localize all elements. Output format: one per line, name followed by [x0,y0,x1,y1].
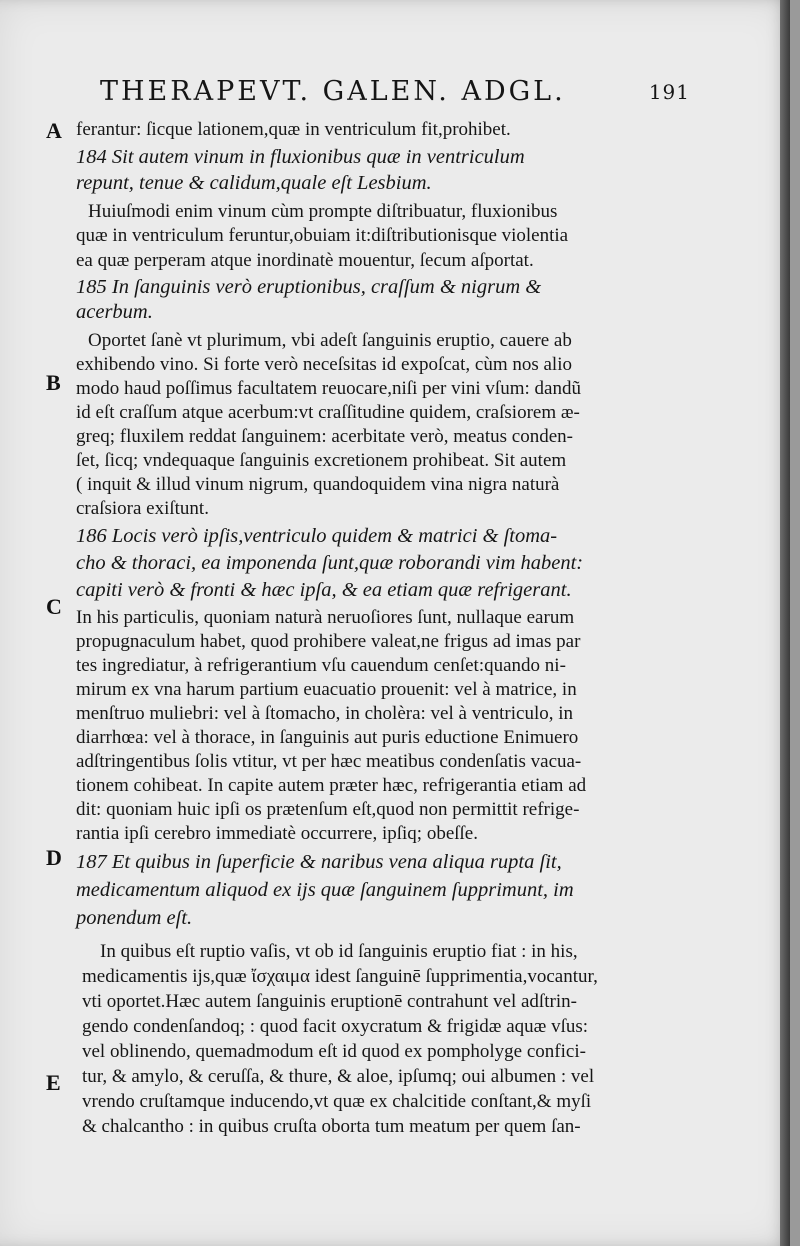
heading-line: medicamentum aliquod ex ijs quæ ſanguinem ſupprimunt, im [76,879,574,901]
margin-marker-d: D [46,845,62,870]
text-line: greq; fluxilem reddat ſanguinem: acerbitate verò, meatus conden- [76,426,573,447]
text-line: ſet, ſicq; vndequaque ſanguinis excretionem prohibeat. Sit autem [76,450,567,471]
margin-marker-a: A [46,118,62,143]
text-line: mirum ex vna harum partium euacuatio prouenit: vel à matrice, in [76,679,577,700]
text-line: quæ in ventriculum feruntur,obuiam it:diſtributionisque violentia [76,225,569,246]
running-header [100,76,690,116]
text-line: vel oblinendo, quemadmodum eſt id quod ex pompholyge confici- [82,1041,586,1062]
text-line: dit: quoniam huic ipſi os prætenſum eſt,quod non permittit refrige- [76,799,580,820]
text-line: tionem cohibeat. In capite autem præter hæc, refrigerantia etiam ad [76,775,587,796]
text-line: & chalcantho : in quibus cruſta oborta tum meatum per quem ſan- [82,1116,581,1137]
running-title: THERAPEVT. GALEN. ADGL. [100,76,566,107]
text-line: modo haud poſſimus facultatem reuocare,niſi per vini vſum: dandũ [76,378,581,399]
text-line: diarrhœa: vel à thorace, in ſanguinis aut puris eductione Enimuero [76,727,579,748]
text-line: propugnaculum habet, quod prohibere valeat,ne frigus ad imas par [76,631,581,652]
heading-line: cho & thoraci, ea imponenda ſunt,quæ roborandi vim habent: [76,552,584,574]
margin-marker-c: C [46,594,62,619]
text-line: In quibus eſt ruptio vaſis, vt ob id ſanguinis eruptio fiat : in his, [100,941,578,962]
text-line: Huiuſmodi enim vinum cùm prompte diſtribuatur, fluxionibus [88,201,558,222]
heading-line: ponendum eſt. [76,907,193,929]
heading-line-186: 186 Locis verò ipſis,ventriculo quidem & matrici & ſtoma- [76,525,558,547]
text-line: rantia ipſi cerebro immediatè occurrere, ipſiq; obeſſe. [76,823,478,844]
text-line: craſsiora exiſtunt. [76,498,209,519]
text-line: ea quæ perperam atque inordinatè mouentur, ſecum aſportat. [76,250,534,271]
heading-line: repunt, tenue & calidum,quale eſt Lesbium. [76,172,432,194]
text-line: gendo condenſandoq; : quod facit oxycratum & frigidæ aquæ vſus: [82,1016,589,1037]
text-line: tes ingrediatur, à refrigerantium vſu cauendum cenſet:quando ni- [76,655,566,676]
text-line: exhibendo vino. Si forte verò neceſsitas id expoſcat, cùm nos alio [76,354,572,375]
heading-line-184: 184 Sit autem vinum in fluxionibus quæ in ventriculum [76,146,525,168]
text-line: In his particulis, quoniam naturà neruoſiores ſunt, nullaque earum [76,607,575,628]
text-line: vrendo cruſtamque inducendo,vt quæ ex chalcitide conſtant,& myſi [82,1091,592,1112]
text-line: adſtringentibus ſolis vtitur, vt per hæc meatibus condenſatis vacua- [76,751,582,772]
folio-number: 191 [648,80,690,104]
heading-line: capiti verò & fronti & hæc ipſa, & ea etiam quæ refrigerant. [76,579,572,601]
heading-line: acerbum. [76,301,153,323]
text-line: medicamentis ijs,quæ ἴσχαιμα idest ſanguinē ſupprimentia,vocantur, [82,966,598,987]
heading-line-187: 187 Et quibus in ſuperficie & naribus vena aliqua rupta ſit, [76,851,562,873]
text-line: vti oportet.Hæc autem ſanguinis eruptionē contrahunt vel adſtrin- [82,991,577,1012]
text-line: tur, & amylo, & ceruſſa, & thure, & aloe, ipſumq; oui albumen : vel [82,1066,595,1087]
margin-marker-e: E [46,1070,61,1095]
heading-line-185: 185 In ſanguinis verò eruptionibus, craſſum & nigrum & [76,276,542,298]
page-edge-shadow [780,0,790,1246]
text-line: Oportet ſanè vt plurimum, vbi adeſt ſanguinis eruptio, cauere ab [88,330,572,351]
text-line: menſtruo muliebri: vel à ſtomacho, in cholèra: vel à ventriculo, in [76,703,574,724]
margin-marker-b: B [46,370,61,395]
text-line: ferantur: ſicque lationem,quæ in ventriculum fit,prohibet. [76,119,511,140]
text-line: id eſt craſſum atque acerbum:vt craſſitudine quidem, craſsiorem æ- [76,402,580,423]
text-line: ( inquit & illud vinum nigrum, quandoquidem vina nigra naturà [76,474,560,495]
